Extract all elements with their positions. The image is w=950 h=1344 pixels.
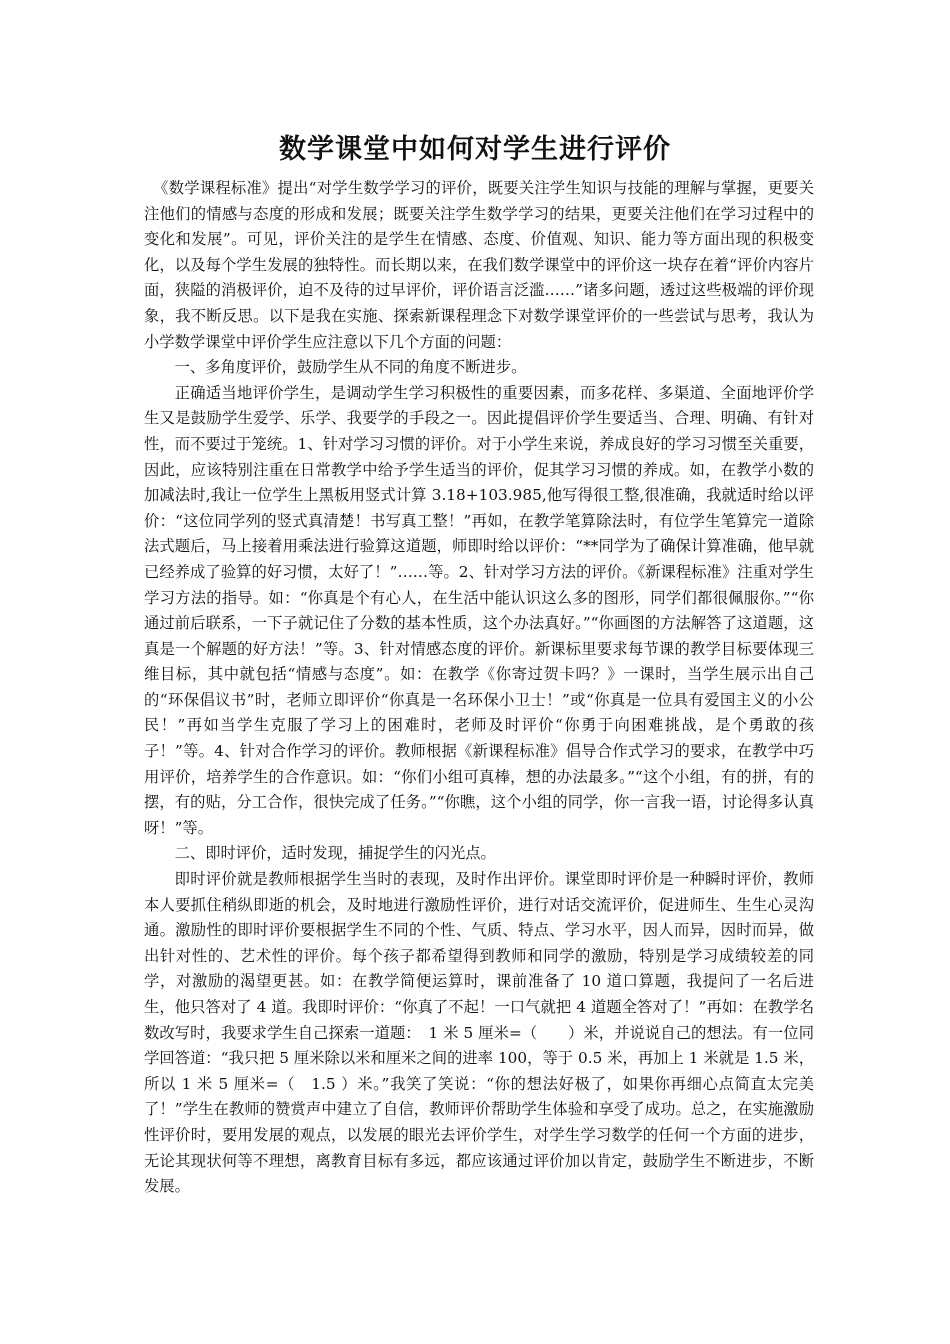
section-heading-1: 一、多角度评价，鼓励学生从不同的角度不断进步。 (174, 358, 527, 377)
paragraph-intro: 《数学课程标准》提出“对学生数学学习的评价，既要关注学生知识与技能的理解与掌握，更要关注他们的情感与态度的形成和发展；既要关注学生数学学习的结果，更要关注他们在学习过程中的变化和发展”。可见，评价关注的是学生在情感、态度、价值观、知识、能力等方面出现的积极变化，以及每个学生发展的独特性。而长期以来，在我们数学课堂中的评价这一块存在着“评价内容片面，狭隘的消极评价，迫不及待的过早评价，评价语言泛滥……”诸多问题，透过这些极端的评价现象，我不断反思。以下是我在实施、探索新课程理念下对数学课堂评价的一些尝试与思考，我认为小学数学课堂中评价学生应注意以下几个方面的问题： (144, 179, 814, 351)
paragraph-section-2: 即时评价就是教师根据学生当时的表现，及时作出评价。课堂即时评价是一种瞬时评价，教师本人要抓住稍纵即逝的机会，及时地进行激励性评价，进行对话交流评价，促进师生、生生心灵沟通。激励性的即时评价要根据学生不同的个性、气质、特点、学习水平，因人而异，因时而异，做出针对性的、艺术性的评价。每个孩子都希望得到教师和同学的激励，特别是学习成绩较差的同学，对激励的渴望更甚。如：在教学简便运算时，课前准备了 10 道口算题，我提问了一名后进生，他只答对了 4 道。我即时评价：“你真了不起！一口气就把 4 道题全答对了！”再如：在教学名数改写时，我要求学生自己探索一道题： 1 米 5 厘米=（ ）米，并说说自己的想法。有一位同学回答道：“我只把 5 厘米除以米和厘米之间的进率 100，等于 0.5 米，再加上 1 米就是 1.5 米，所以 1 米 5 厘米=（ 1.5 ）米。”我笑了笑说：“你的想法好极了，如果你再细心点简直太完美了！”学生在教师的赞赏声中建立了自信，教师评价帮助学生体验和享受了成功。总之，在实施激励性评价时，要用发展的观点，以发展的眼光去评价学生，对学生学习数学的任何一个方面的进步，无论其现状何等不理想，离教育目标有多远，都应该通过评价加以肯定，鼓励学生不断进步，不断发展。 (144, 870, 814, 1196)
document-title: 数学课堂中如何对学生进行评价 (279, 134, 671, 165)
section-heading-2: 二、即时评价，适时发现，捕捉学生的闪光点。 (174, 844, 496, 863)
paragraph-section-1: 正确适当地评价学生，是调动学生学习积极性的重要因素，而多花样、多渠道、全面地评价学生又是鼓励学生爱学、乐学、我要学的手段之一。因此提倡评价学生要适当、合理、明确、有针对性，而不要过于笼统。1、针对学习习惯的评价。对于小学生来说，养成良好的学习习惯至关重要，因此，应该特别注重在日常教学中给予学生适当的评价，促其学习习惯的养成。如，在教学小数的加减法时,我让一位学生上黑板用竖式计算 3.18+103.985,他写得很工整,很准确，我就适时给以评价：“这位同学列的竖式真清楚！书写真工整！”再如，在教学笔算除法时，有位学生笔算完一道除法式题后，马上接着用乘法进行验算这道题，师即时给以评价：“**同学为了确保计算准确，他早就已经养成了验算的好习惯，太好了！”……等。2、针对学习方法的评价。《新课程标准》注重对学生学习方法的指导。如：“你真是个有心人，在生活中能认识这么多的图形，同学们都很佩服你。”“你通过前后联系，一下子就记住了分数的基本性质，这个办法真好。”“你画图的方法解答了这道题，这真是一个解题的好方法！”等。3、针对情感态度的评价。新课标里要求每节课的教学目标要体现三维目标，其中就包括“情感与态度”。如：在教学《你寄过贺卡吗？》一课时，当学生展示出自己的“环保倡议书”时，老师立即评价“你真是一名环保小卫士！”或“你真是一位具有爱国主义的小公民！”再如当学生克服了学习上的困难时，老师及时评价“你勇于向困难挑战，是个勇敢的孩子！”等。4、针对合作学习的评价。教师根据《新课程标准》倡导合作式学习的要求，在教学中巧用评价，培养学生的合作意识。如：“你们小组可真棒，想的办法最多。”“这个小组，有的拼，有的摆，有的贴，分工合作，很快完成了任务。”“你瞧，这个小组的同学，你一言我一语，讨论得多认真呀！”等。 (144, 383, 814, 837)
document-body (144, 176, 814, 1200)
